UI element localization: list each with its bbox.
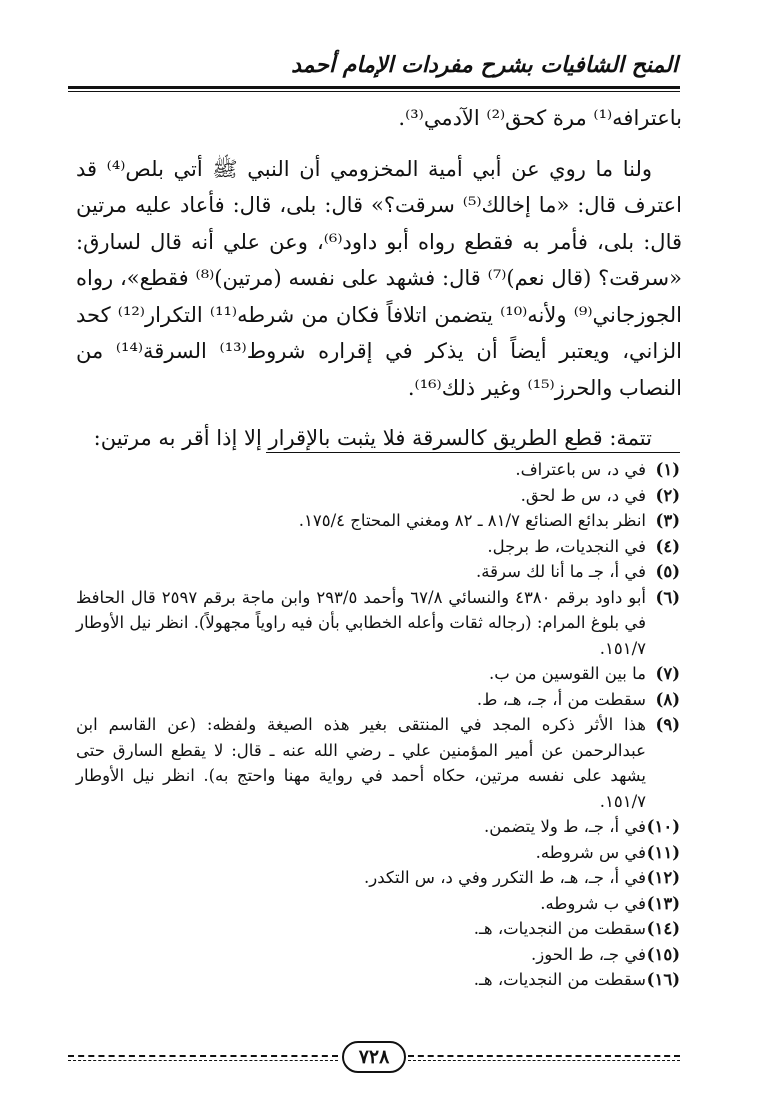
header-rule [68, 86, 680, 89]
footnote-number: (١٤) [646, 919, 680, 938]
footnote [76, 891, 680, 917]
footnotes [76, 457, 680, 993]
footnote-text: في أ، جـ، ط ولا يتضمن. [484, 817, 646, 836]
footnote-text: في جـ، ط الحوز. [531, 944, 646, 964]
paragraph-1: باعترافه⁽¹⁾ مرة كحق⁽²⁾ الآدمي⁽³⁾. [398, 106, 682, 130]
footnote-number: (٢) [655, 485, 680, 505]
footnote-text: في أ، جـ، هـ، ط التكرر وفي د، س التكدر. [363, 868, 646, 887]
paragraph-3: تتمة: قطع الطريق كالسرقة فلا يثبت بالإقرار إلا إذا أقر به مرتين: [93, 426, 652, 450]
footnote-text: في أ، جـ ما أنا لك سرقة. [476, 562, 646, 581]
footer-ornament-right-thin [408, 1060, 680, 1061]
footnote-text: أبو داود برقم ٤٣٨٠ والنسائي ٦٧/٨ وأحمد ٢٩٣/٥ وابن ماجة برقم ٢٥٩٧ قال الحافظ في بلوغ المرام: (رجاله ثقات وأعله الخطابي بأن فيه راوياً مجهولاً). انظر نيل الأوطار ١٥١/٧. [75, 587, 647, 658]
header-rule-thin [68, 91, 680, 92]
footnote-number: (٩) [655, 715, 680, 734]
footnote-number: (١) [655, 460, 680, 479]
footnote-text: في س شروطه. [535, 842, 646, 862]
footer-ornament-right [408, 1055, 680, 1057]
footnote-text: سقطت من النجديات، هـ. [473, 970, 646, 989]
footnote-text: انظر بدائع الصنائع ٨١/٧ ـ ٨٢ ومغني المحتاج ١٧٥/٤. [298, 511, 646, 530]
footnote [76, 712, 680, 814]
footnote-number: (٥) [655, 562, 680, 581]
page-number: ٧٢٨ [342, 1041, 406, 1073]
footnote [76, 508, 680, 534]
footnote [76, 457, 680, 483]
footnote [76, 661, 680, 687]
footnote [76, 483, 680, 509]
footnote-number: (٤) [655, 536, 680, 556]
paragraph-2: ولنا ما روي عن أبي أمية المخزومي أن النبي ﷺ أتي بلص⁽⁴⁾ قد اعترف قال: «ما إخالك⁽⁵⁾ سرقت؟» قال: بلى، قال: فأعاد عليه مرتين قال: بلى، فأمر به فقطع رواه أبو داود⁽⁶⁾، وعن علي أنه قال لسارق: «سرقت؟ (قال نعم)⁽⁷⁾ قال: فشهد على نفسه (مرتين)⁽⁸⁾ فقطع»، رواه الجوزجاني⁽⁹⁾ ولأنه⁽¹⁰⁾ يتضمن اتلافاً فكان من شرطه⁽¹¹⁾ التكرار⁽¹²⁾ كحد الزاني، ويعتبر أيضاً أن يذكر في إقراره شروط⁽¹³⁾ السرقة⁽¹⁴⁾ من النصاب والحرز⁽¹⁵⁾ وغير ذلك⁽¹⁶⁾. [76, 156, 683, 400]
footnote [76, 559, 680, 585]
footnote [76, 967, 680, 993]
footer-ornament-left [68, 1055, 338, 1057]
footnote [76, 865, 680, 891]
footnote-number: (١١) [646, 842, 680, 862]
footnote-separator [266, 452, 680, 453]
footnote-text: سقطت من النجديات، هـ. [473, 919, 646, 938]
footnote-text: في د، س باعتراف. [515, 460, 646, 479]
footnote [76, 840, 680, 866]
footnote-text: في د، س ط لحق. [520, 485, 646, 505]
footnote [76, 687, 680, 713]
footnote [76, 585, 680, 662]
footnote-text: هذا الأثر ذكره المجد في المنتقى بغير هذه الصيغة ولفظه: (عن القاسم ابن عبدالرحمن عن أمير المؤمنين علي ـ رضي الله عنه ـ قال: لا يقطع السارق حتى يشهد على نفسه مرتين، حكاه أحمد في رواية مهنا واحتج به). انظر نيل الأوطار ١٥١/٧. [76, 715, 646, 811]
footnote [76, 534, 680, 560]
footnote-number: (٦) [655, 587, 680, 607]
footer-ornament-left-thin [68, 1060, 338, 1061]
footnote-number: (١٦) [646, 970, 680, 989]
running-head: المنح الشافيات بشرح مفردات الإمام أحمد [291, 52, 678, 78]
footnote [76, 916, 680, 942]
footnote-number: (١٥) [646, 944, 680, 964]
footnote-text: في النجديات، ط برجل. [487, 536, 646, 556]
footnote-number: (٨) [655, 689, 680, 709]
footnote-number: (٣) [655, 511, 680, 530]
footnote-number: (١٠) [646, 817, 680, 836]
footnote [76, 942, 680, 968]
footnote-number: (١٣) [646, 893, 680, 913]
footnote-text: في ب شروطه. [540, 893, 646, 913]
footnote-text: ما بين القوسين من ب. [489, 664, 646, 683]
footnote-number: (٧) [655, 664, 680, 683]
footnote-number: (١٢) [646, 868, 680, 887]
page-footer [68, 1038, 680, 1074]
main-text [76, 100, 682, 457]
footnote [76, 814, 680, 840]
footnote-text: سقطت من أ، جـ، هـ، ط. [476, 689, 646, 709]
